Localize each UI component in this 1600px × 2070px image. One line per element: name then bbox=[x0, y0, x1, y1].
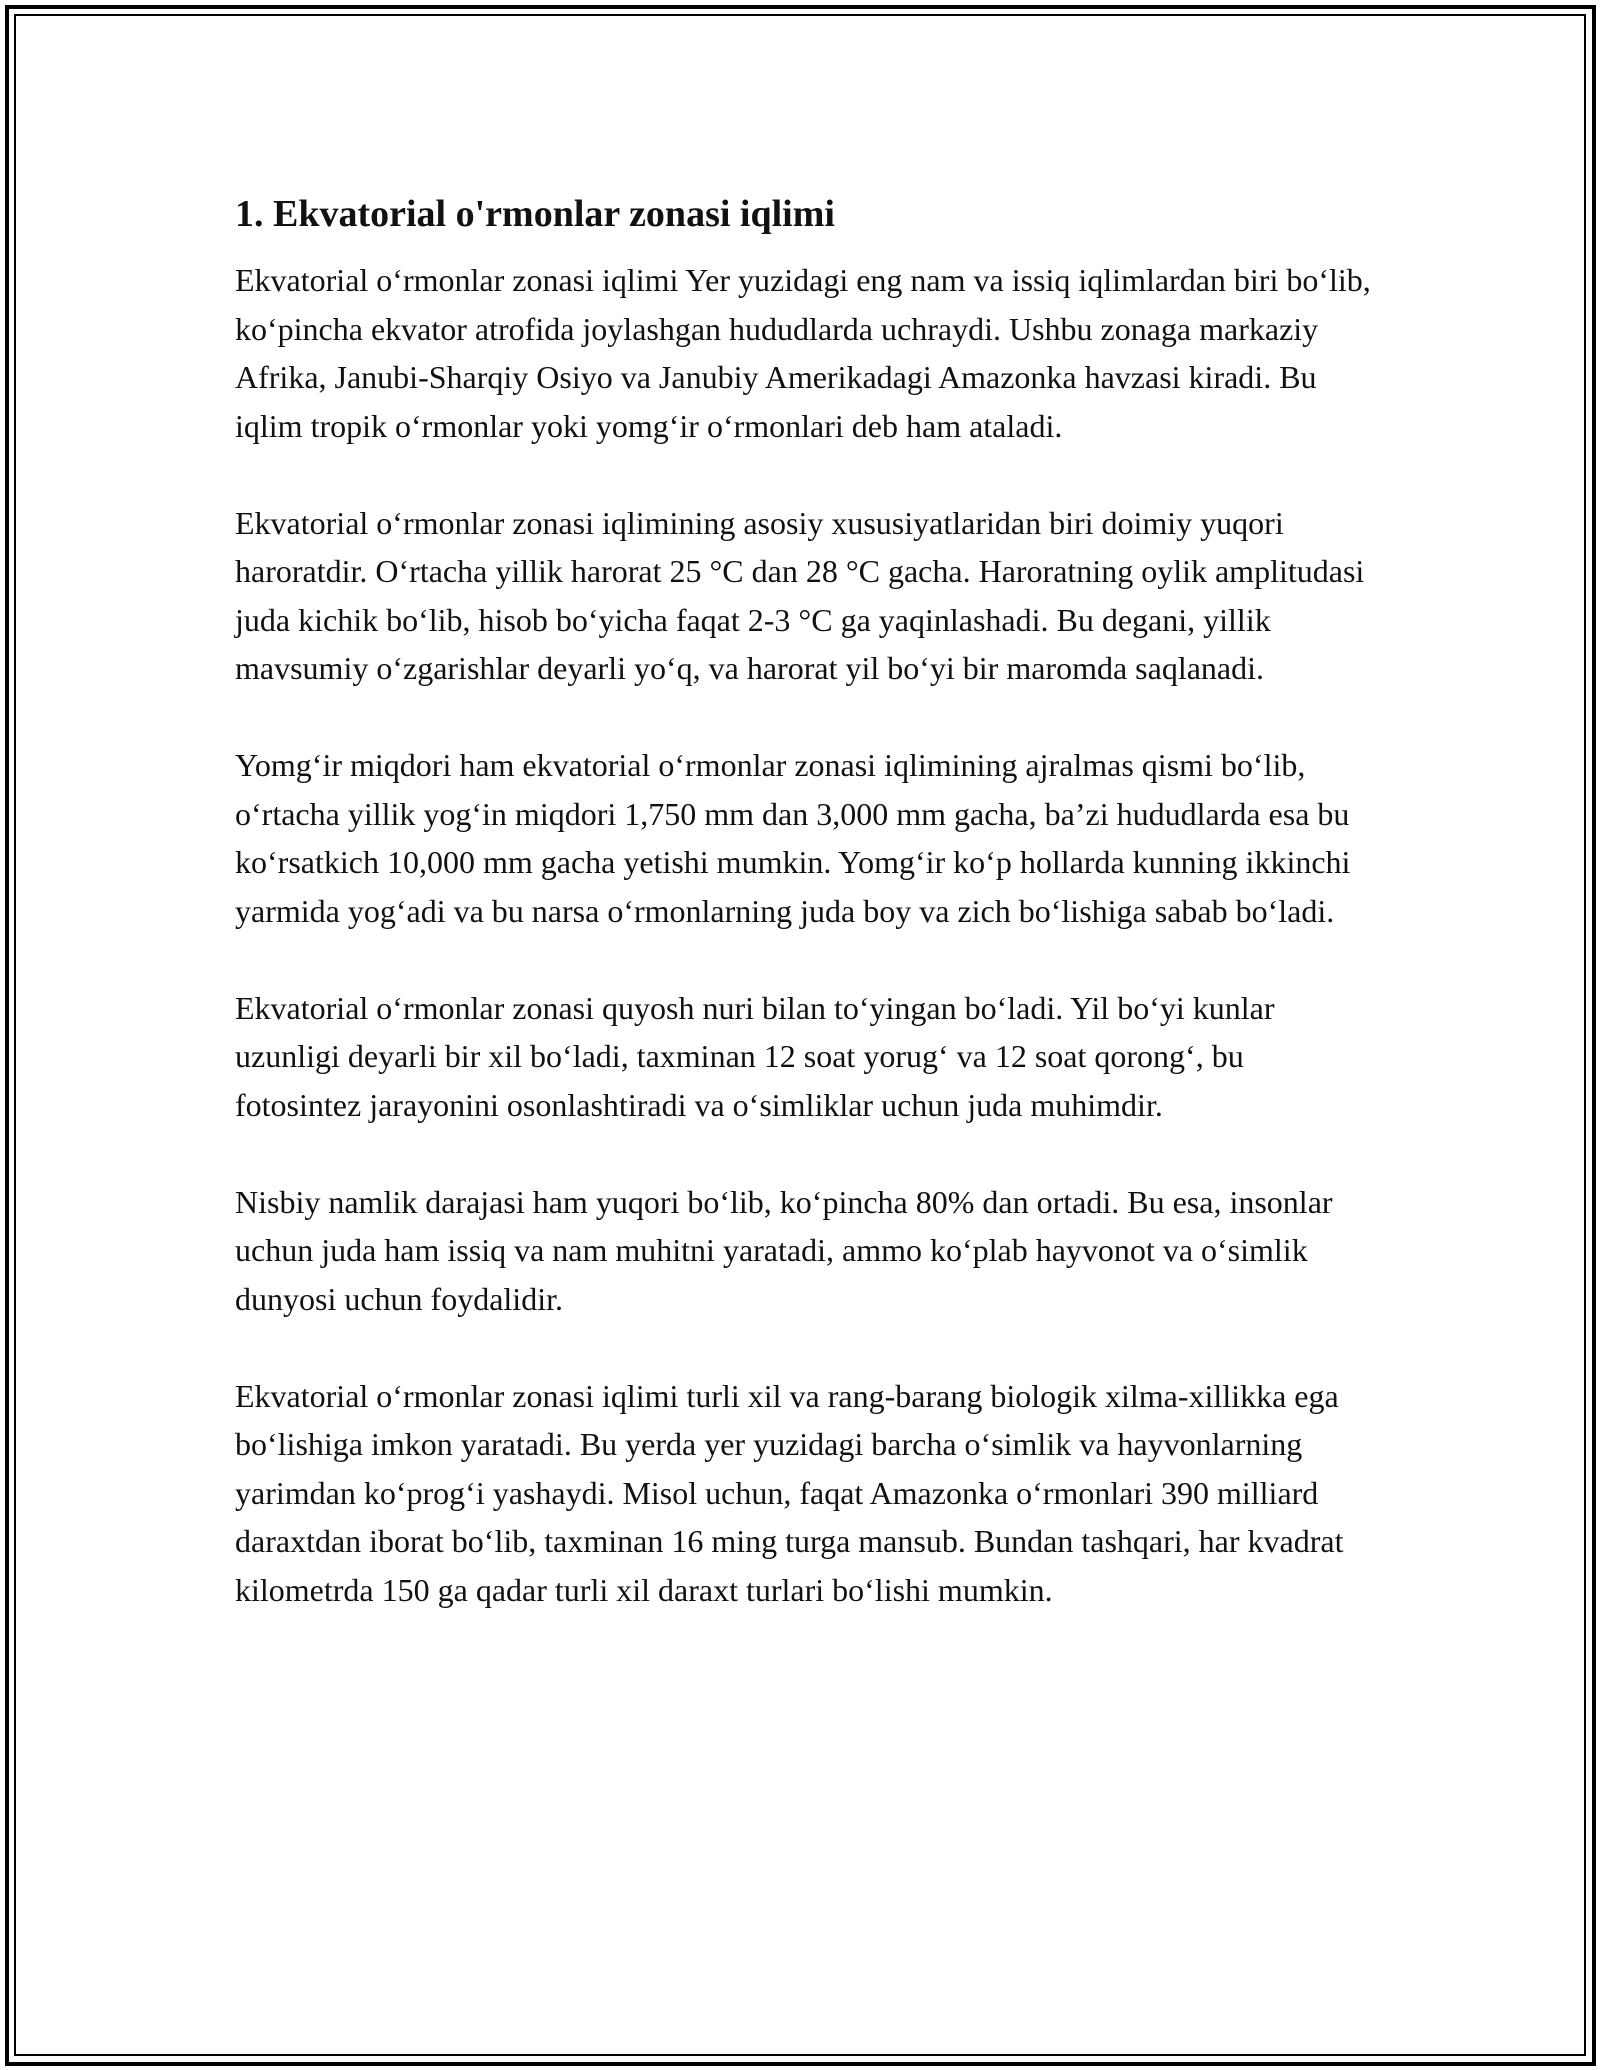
paragraph-temperature: Ekvatorial o‘rmonlar zonasi iqlimining asosiy xususiyatlaridan biri doimiy yuqori haroratdir. O‘rtacha yillik harorat 25 °C dan 28 °C gacha. Haroratning oylik amplitudasi juda kichik bo‘lib, hisob bo‘yicha faqat 2-3 °C ga yaqinlashadi. Bu degani, yillik mavsumiy o‘zgarishlar deyarli yo‘q, va harorat yil bo‘yi bir maromda saqlanadi. bbox=[235, 504, 1365, 686]
paragraph-humidity: Nisbiy namlik darajasi ham yuqori bo‘lib, ko‘pincha 80% dan ortadi. Bu esa, insonlar uchun juda ham issiq va nam muhitni yaratadi, ammo ko‘plab hayvonot va o‘simlik dunyosi uchun foydalidir. bbox=[235, 1183, 1333, 1317]
document-body bbox=[235, 186, 1375, 1614]
paragraph-biodiversity: Ekvatorial o‘rmonlar zonasi iqlimi turli xil va rang-barang biologik xilma-xillikka ega bo‘lishiga imkon yaratadi. Bu yerda yer yuzidagi barcha o‘simlik va hayvonlarning yarimdan ko‘prog‘i yashaydi. Misol uchun, faqat Amazonka o‘rmonlari 390 milliard daraxtdan iborat bo‘lib, taxminan 16 ming turga mansub. Bundan tashqari, har kvadrat kilometrda 150 ga qadar turli xil daraxt turlari bo‘lishi mumkin. bbox=[235, 1377, 1344, 1608]
paragraph-intro: Ekvatorial o‘rmonlar zonasi iqlimi Yer yuzidagi eng nam va issiq iqlimlardan biri bo‘lib, ko‘pincha ekvator atrofida joylashgan hududlarda uchraydi. Ushbu zonaga markaziy Afrika, Janubi-Sharqiy Osiyo va Janubiy Amerikadagi Amazonka havzasi kiradi. Bu iqlim tropik o‘rmonlar yoki yomg‘ir o‘rmonlari deb ham ataladi. bbox=[235, 262, 1371, 444]
paragraph-precipitation: Yomg‘ir miqdori ham ekvatorial o‘rmonlar zonasi iqlimining ajralmas qismi bo‘lib, o‘rtacha yillik yog‘in miqdori 1,750 mm dan 3,000 mm gacha, ba’zi hududlarda esa bu ko‘rsatkich 10,000 mm gacha yetishi mumkin. Yomg‘ir ko‘p hollarda kunning ikkinchi yarmida yog‘adi va bu narsa o‘rmonlarning juda boy va zich bo‘lishiga sabab bo‘ladi. bbox=[235, 747, 1351, 929]
paragraph-sunlight: Ekvatorial o‘rmonlar zonasi quyosh nuri bilan to‘yingan bo‘ladi. Yil bo‘yi kunlar uzunligi deyarli bir xil bo‘ladi, taxminan 12 soat yorug‘ va 12 soat qorong‘, bu fotosintez jarayonini osonlashtiradi va o‘simliklar uchun juda muhimdir. bbox=[235, 989, 1275, 1123]
page-title: 1. Ekvatorial o'rmonlar zonasi iqlimi bbox=[235, 193, 835, 235]
